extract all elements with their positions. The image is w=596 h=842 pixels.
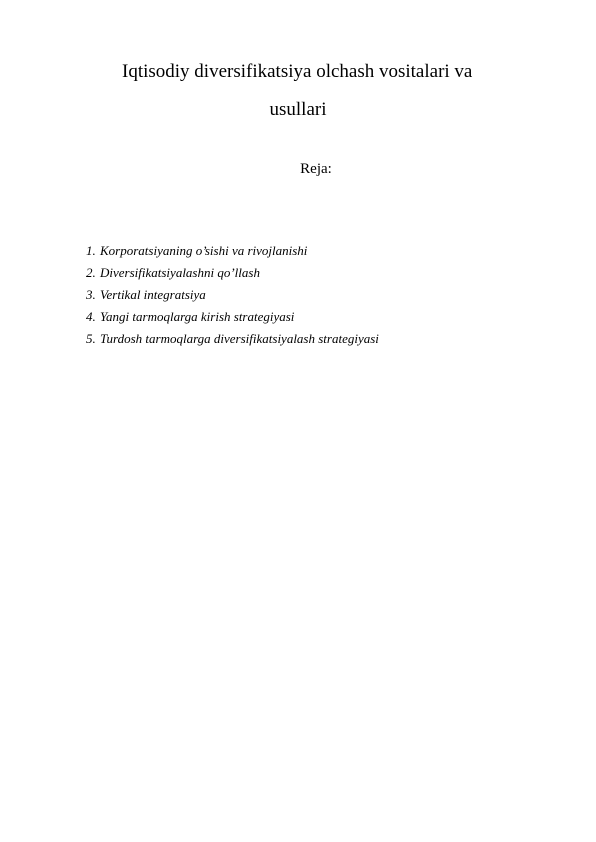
list-item-number: 2. bbox=[86, 265, 96, 280]
list-item-number: 1. bbox=[86, 243, 96, 258]
list-item-text: Korporatsiyaning o’sishi va rivojlanishi bbox=[100, 243, 308, 258]
list-item-text: Turdosh tarmoqlarga diversifikatsiyalash strategiyasi bbox=[100, 331, 379, 346]
list-item-number: 5. bbox=[86, 331, 96, 346]
plan-heading: Reja: bbox=[300, 161, 332, 177]
list-item-number: 3. bbox=[86, 287, 96, 302]
page-title-continued: usullari bbox=[269, 99, 327, 120]
plan-list bbox=[86, 240, 379, 350]
list-item-text: Yangi tarmoqlarga kirish strategiyasi bbox=[100, 309, 295, 324]
list-item bbox=[86, 284, 379, 306]
list-item bbox=[86, 262, 379, 284]
list-item-number: 4. bbox=[86, 309, 96, 324]
list-item-text: Vertikal integratsiya bbox=[100, 287, 206, 302]
list-item bbox=[86, 328, 379, 350]
list-item bbox=[86, 306, 379, 328]
page-title: Iqtisodiy diversifikatsiya olchash vositalari va bbox=[122, 61, 473, 82]
list-item bbox=[86, 240, 379, 262]
list-item-text: Diversifikatsiyalashni qo’llash bbox=[100, 265, 260, 280]
